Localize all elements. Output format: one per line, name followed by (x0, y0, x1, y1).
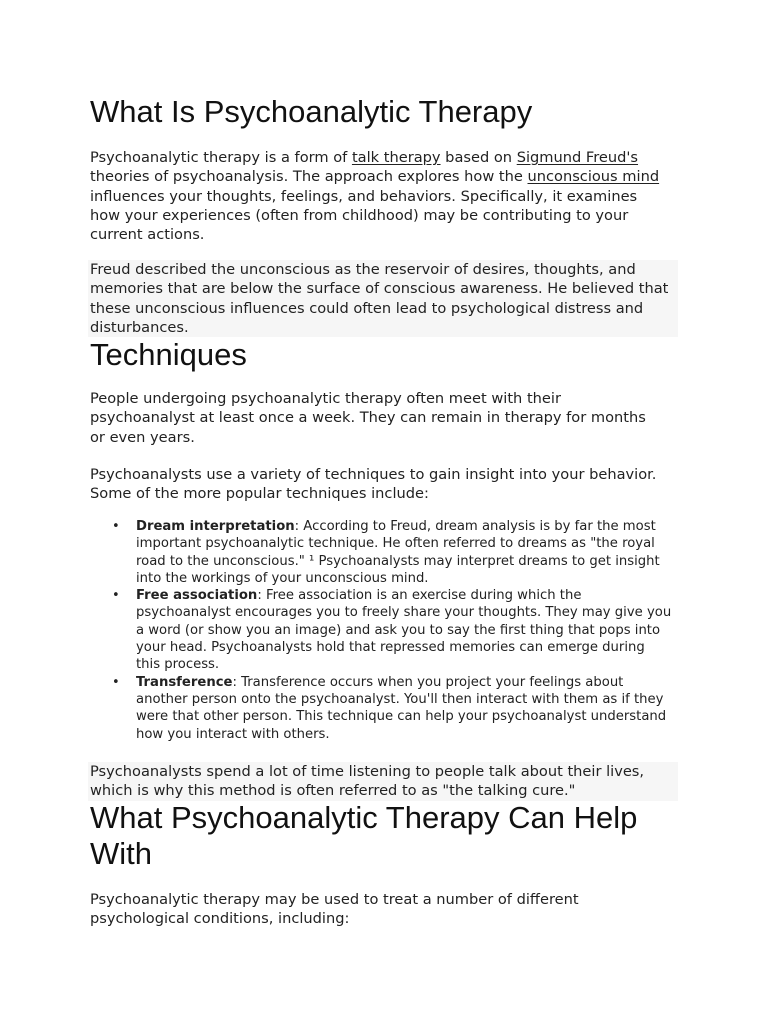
bullet-icon: • (112, 519, 120, 534)
technique-term: Dream interpretation (136, 519, 295, 534)
list-item (112, 518, 672, 587)
bullet-icon: • (112, 588, 120, 604)
intro-text-1: Psychoanalytic therapy is a form of (90, 149, 352, 166)
techniques-heading: Techniques (90, 337, 247, 372)
intro-paragraph (90, 148, 660, 244)
technique-term: Free association (136, 588, 258, 604)
talking-cure-paragraph: Psychoanalysts spend a lot of time listening to people talk about their lives, which is why this method is often referred to as "the talking cure." (88, 762, 678, 801)
freud-unconscious-paragraph: Freud described the unconscious as the reservoir of desires, thoughts, and memories that are below the surface of conscious awareness. He believed that these unconscious influences could often lead to psychological distress and disturbances. (88, 260, 678, 337)
technique-term: Transference (136, 674, 233, 690)
techniques-intro-paragraph: Psychoanalysts use a variety of techniques to gain insight into your behavior. Some of the more popular techniques include: (90, 466, 657, 503)
techniques-list (112, 518, 672, 743)
bullet-icon: • (112, 674, 120, 690)
intro-text-4: influences your thoughts, feelings, and behaviors. Specifically, it examines how your experiences (often from childhood) may be contributing to your current actions. (90, 187, 638, 244)
conditions-intro-paragraph: Psychoanalytic therapy may be used to treat a number of different psychological conditions, including: (90, 891, 579, 928)
list-item (112, 587, 672, 673)
help-heading: What Psychoanalytic Therapy Can Help With (90, 800, 638, 871)
technique-description: : According to Freud, dream analysis is by far the most important psychoanalytic technique. He often referred to dreams as "the royal road to the unconscious." ¹ Psychoanalysts may interpret dreams to get insight into the workings of your unconscious mind. (136, 519, 660, 586)
technique-description: : Transference occurs when you project your feelings about another person onto the psychoanalyst. You'll then interact with them as if they were that other person. This technique can help your psychoanalyst understand how you interact with others. (136, 674, 667, 742)
technique-description: : Free association is an exercise during which the psychoanalyst encourages you to freely share your thoughts. They may give you a word (or show you an image) and ask you to say the first thing that pops into your head. Psychoanalysts hold that repressed memories can emerge during this process. (136, 588, 672, 673)
page-title: What Is Psychoanalytic Therapy (90, 94, 533, 129)
intro-text-2: based on (440, 149, 517, 166)
sigmund-freud-link[interactable]: Sigmund Freud's (516, 149, 639, 166)
intro-text-3: theories of psychoanalysis. The approach explores how the (90, 168, 528, 186)
therapy-frequency-paragraph: People undergoing psychoanalytic therapy often meet with their psychoanalyst at least once a week. They can remain in therapy for months or even years. (90, 390, 646, 446)
unconscious-mind-link[interactable]: unconscious mind (527, 168, 660, 186)
talk-therapy-link[interactable]: talk therapy (351, 149, 441, 166)
list-item (112, 674, 672, 743)
